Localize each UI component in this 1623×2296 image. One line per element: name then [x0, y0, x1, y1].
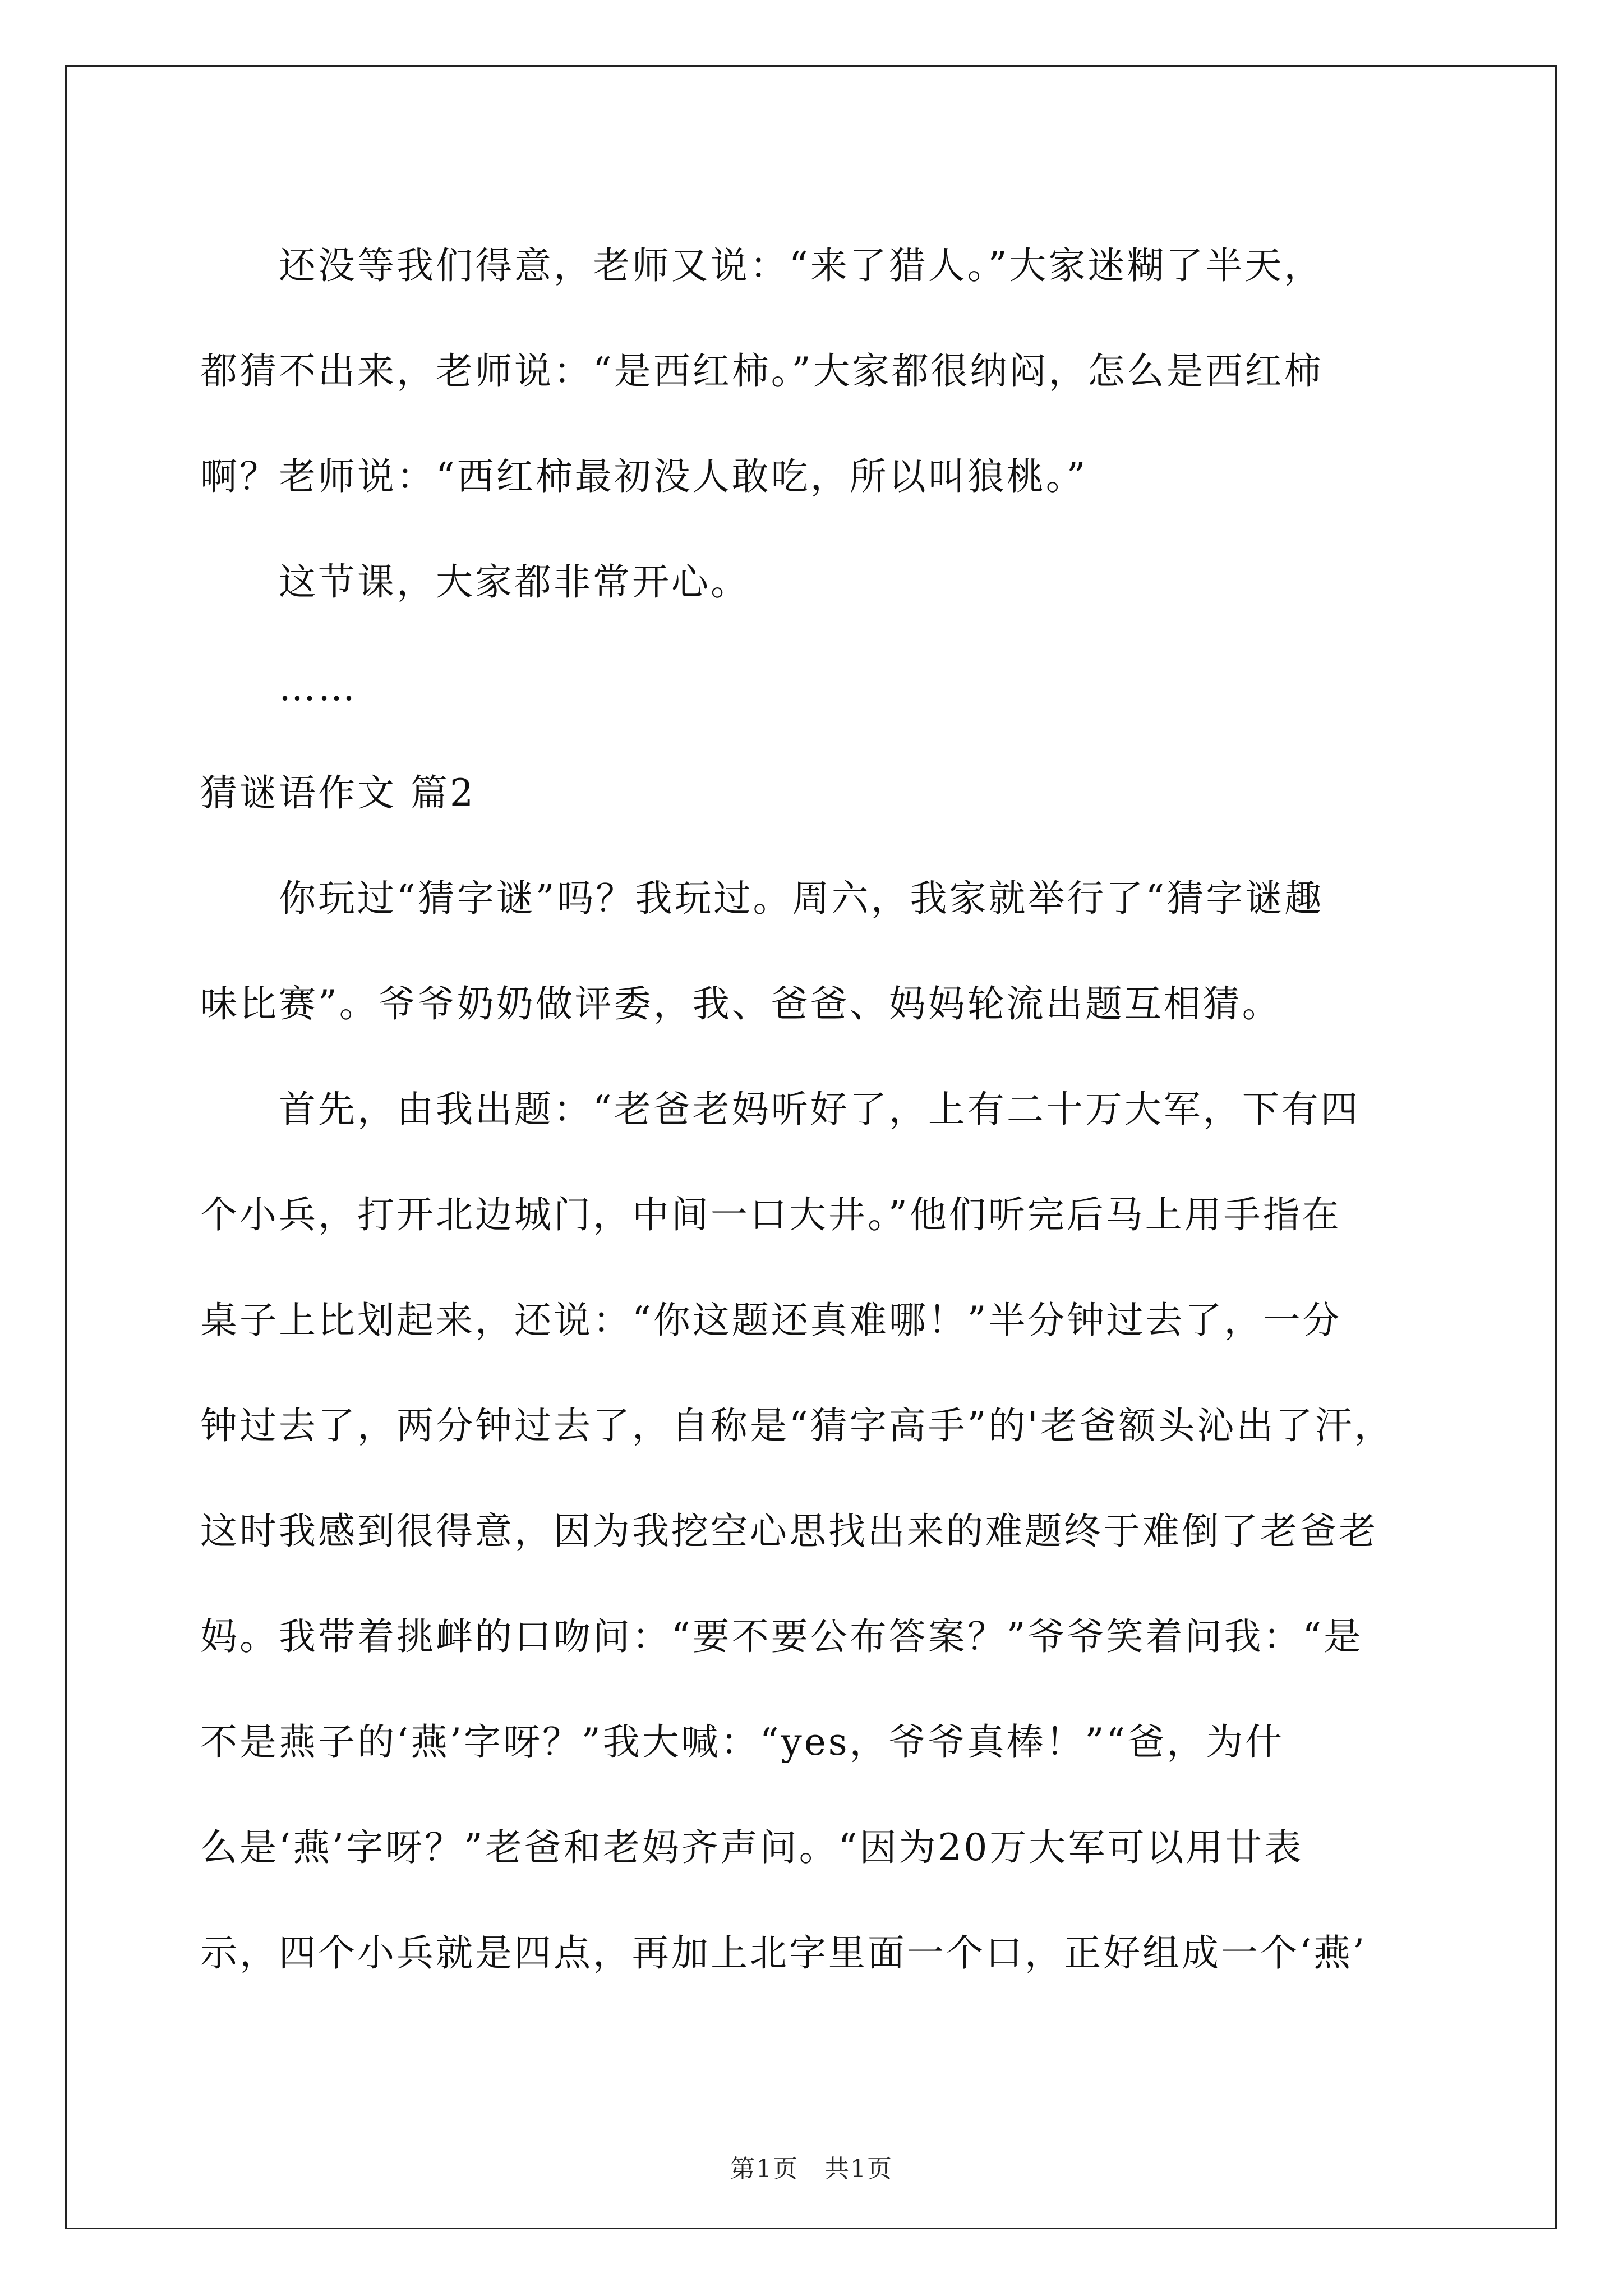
page-number: 第1页 共1页	[730, 2155, 893, 2183]
text-line: 你玩过“猜字谜”吗？我玩过。周六，我家就举行了“猜字谜趣	[279, 877, 1324, 920]
text-line: 桌子上比划起来，还说：“你这题还真难哪！”半分钟过去了，一分	[200, 1299, 1342, 1342]
text-line: 味比赛”。爷爷奶奶做评委，我、爸爸、妈妈轮流出题互相猜。	[200, 982, 1281, 1025]
paragraph	[200, 846, 1434, 1057]
page-footer	[0, 2148, 1623, 2184]
text-line: 这节课，大家都非常开心。	[279, 560, 750, 604]
paragraph	[200, 213, 1434, 530]
text-line: 不是燕子的‘燕’字呀？”我大喊：“yes，爷爷真棒！”“爸，为什	[200, 1720, 1285, 1764]
document-body	[200, 213, 1434, 2006]
text-line: 个小兵，打开北边城门，中间一口大井。”他们听完后马上用手指在	[200, 1193, 1341, 1236]
heading-text: 猜谜语作文 篇2	[200, 771, 476, 815]
text-line: 示，四个小兵就是四点，再加上北字里面一个口，正好组成一个‘燕’	[200, 1931, 1367, 1975]
text-line: 这时我感到很得意，因为我挖空心思找出来的难题终于难倒了老爸老	[200, 1510, 1378, 1553]
text-line: 啊？老师说：“西红柿最初没人敢吃，所以叫狼桃。”	[200, 455, 1088, 498]
paragraph	[200, 530, 1434, 635]
paragraph	[200, 1057, 1434, 2006]
text-line: 钟过去了，两分钟过去了，自称是“猜字高手”的'老爸额头沁出了汗，	[200, 1404, 1394, 1447]
text-line: 妈。我带着挑衅的口吻问：“要不要公布答案？”爷爷笑着问我：“是	[200, 1615, 1363, 1658]
section-heading	[200, 740, 1434, 846]
ellipsis-paragraph	[200, 635, 1434, 740]
text-line: 还没等我们得意，老师又说：“来了猎人。”大家迷糊了半天，	[279, 244, 1324, 287]
text-line: 都猜不出来，老师说：“是西红柿。”大家都很纳闷，怎么是西红柿	[200, 349, 1324, 393]
text-line: ……	[279, 666, 357, 709]
text-line: 么是‘燕’字呀？”老爸和老妈齐声问。“因为20万大军可以用廿表	[200, 1826, 1304, 1869]
text-line: 首先，由我出题：“老爸老妈听好了，上有二十万大军，下有四	[279, 1088, 1360, 1131]
